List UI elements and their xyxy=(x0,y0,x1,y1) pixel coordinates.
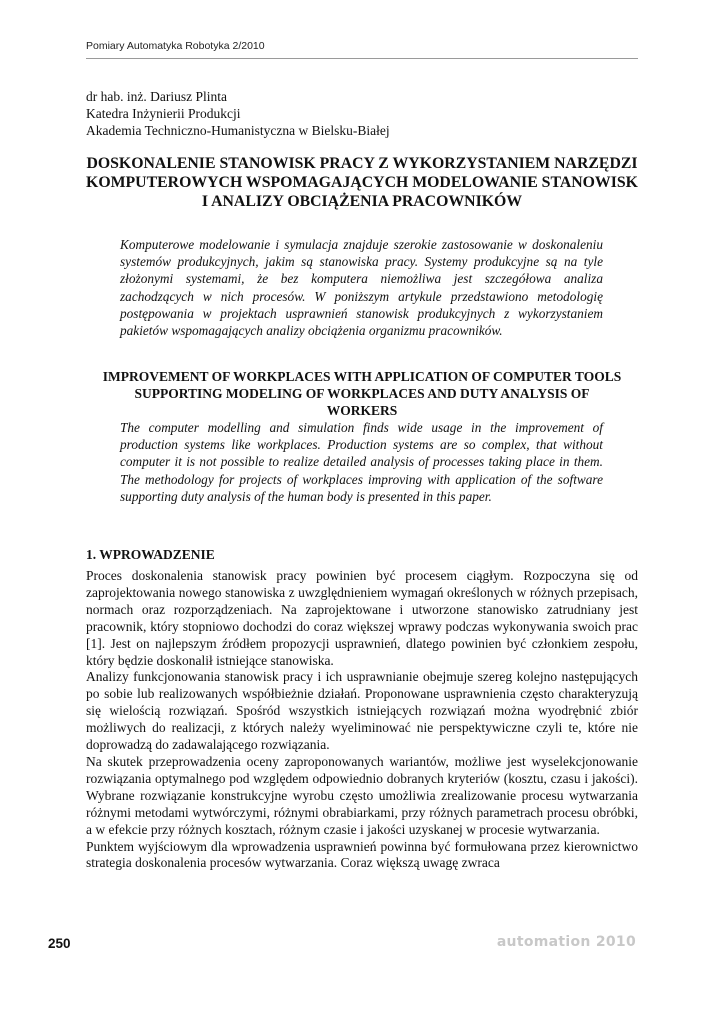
body-paragraph: Na skutek przeprowadzenia oceny zaproponowanych wariantów, możliwe jest wyselekcjonowanie rozwiązania optymalnego pod względem odpowiednio dobranych kryteriów (kosztu, czasu i jakości). Wybrane rozwiązanie konstrukcyjne wyrobu często umożliwia zrealizowanie procesu wytwarzania różnymi metodami wytwórczymi, różnymi obrabiarkami, przy różnych parametrach procesu obróbki, a w efekcie przy różnych kosztach, różnym czasie i jakości uzyskanej w procesie wytwarzania. xyxy=(86,753,638,837)
title-polish: DOSKONALENIE STANOWISK PRACY Z WYKORZYSTANIEM NARZĘDZI KOMPUTEROWYCH WSPOMAGAJĄCYCH MODELOWANIE STANOWISK I ANALIZY OBCIĄŻENIA PRACOWNIKÓW xyxy=(86,155,638,210)
section-heading: 1. WPROWADZENIE xyxy=(86,547,215,562)
author-name: dr hab. inż. Dariusz Plinta xyxy=(86,89,227,104)
author-affiliation xyxy=(86,88,390,139)
journal-header: Pomiary Automatyka Robotyka 2/2010 xyxy=(86,40,265,52)
body-paragraph: Analizy funkcjonowania stanowisk pracy i ich usprawnianie obejmuje szereg kolejno następujących po sobie lub realizowanych współbieżnie działań. Proponowane usprawnienia często charakteryzują się wielością rozwiązań. Spośród wszystkich istniejących rozwiązań można wyodrębnić zbiór możliwych do realizacji, z których należy wyeliminować nie perspektywiczne czyli te, które nie doprowadzą do zadawalającego rozwiązania. xyxy=(86,669,638,753)
author-institution: Akademia Techniczno-Humanistyczna w Bielsku-Białej xyxy=(86,123,390,138)
section-body xyxy=(86,568,638,872)
body-paragraph: Proces doskonalenia stanowisk pracy powinien być procesem ciągłym. Rozpoczyna się od zaprojektowania nowego stanowiska z uwzględnieniem wymagań określonych w różnych przepisach, normach oraz rozporządzeniach. Na zaprojektowane i utworzone stanowisko zatrudniany jest pracownik, który stopniowo dochodzi do coraz większej wprawy podczas wykonywania swoich prac [1]. Jest on najlepszym źródłem propozycji usprawnień, dlatego powinien być członkiem zespołu, który będzie doskonalił istniejące stanowiska. xyxy=(86,568,638,668)
title-english: IMPROVEMENT OF WORKPLACES WITH APPLICATION OF COMPUTER TOOLS SUPPORTING MODELING OF WORKPLACES AND DUTY ANALYSIS OF WORKERS xyxy=(102,369,622,418)
author-department: Katedra Inżynierii Produkcji xyxy=(86,106,241,121)
body-paragraph: Punktem wyjściowym dla wprowadzenia usprawnień powinna być formułowana przez kierownictwo strategia doskonalenia procesów wytwarzania. Coraz większą uwagę zwraca xyxy=(86,838,638,871)
header-divider xyxy=(86,58,638,59)
abstract-polish: Komputerowe modelowanie i symulacja znajduje szerokie zastosowanie w doskonaleniu systemów produkcyjnych, jakim są stanowiska pracy. Systemy produkcyjne są na tyle złożonymi systemami, że bez komputera niemożliwa jest szczegółowa analiza zachodzących w nich procesów. W poniższym artykule przedstawiono metodologię postępowania w projektach usprawnień stanowisk produkcyjnych z wykorzystaniem pakietów wspomagających analizy obciążenia organizmu pracowników. xyxy=(120,237,603,339)
page-number: 250 xyxy=(48,936,71,951)
footer-brand: automation 2010 xyxy=(496,934,636,950)
abstract-english: The computer modelling and simulation finds wide usage in the improvement of production systems like workplaces. Production systems are so complex, that without computer it is not possible to realize detailed analysis of processes taking place in them. The methodology for projects of workplaces improving with application of the software supporting duty analysis of the human body is presented in this paper. xyxy=(120,420,603,504)
